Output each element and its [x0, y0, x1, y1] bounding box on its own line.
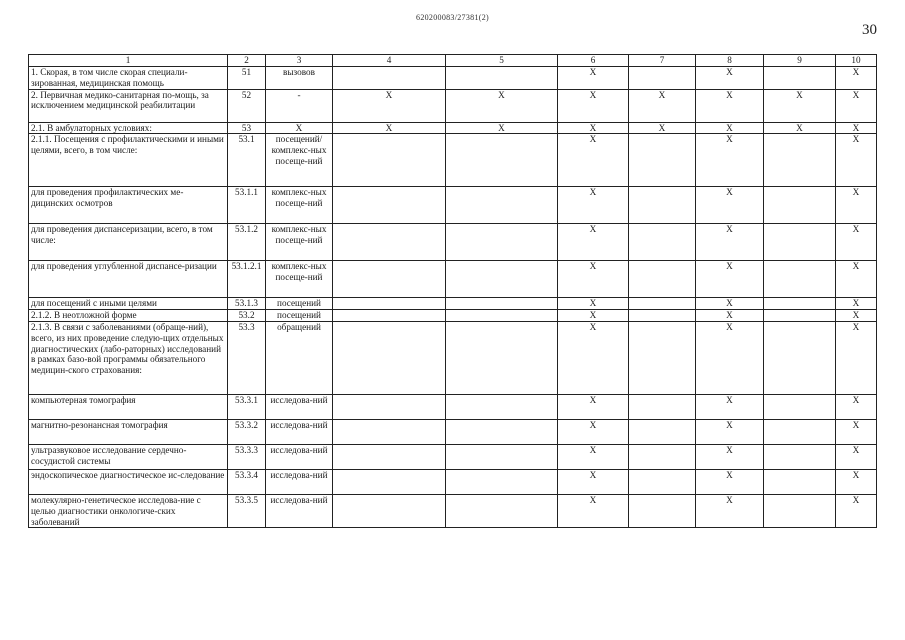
table-row [29, 89, 877, 122]
row-code: 53.3 [228, 321, 266, 394]
cell-col8: X [696, 67, 764, 90]
row-unit: исследова-ний [266, 494, 333, 527]
cell-col4 [333, 224, 446, 261]
cell-col7 [629, 469, 696, 494]
cell-col9 [764, 134, 836, 187]
cell-col8: X [696, 469, 764, 494]
table-row [29, 444, 877, 469]
cell-col5 [446, 310, 558, 322]
row-unit: посещений [266, 310, 333, 322]
cell-col7 [629, 298, 696, 310]
row-label: эндоскопическое диагностическое ис-следование [29, 469, 228, 494]
cell-col6: X [558, 261, 629, 298]
row-unit: комплекс-ных посеще-ний [266, 261, 333, 298]
column-header: 2 [228, 55, 266, 67]
cell-col6: X [558, 134, 629, 187]
table-row [29, 224, 877, 261]
cell-col10: X [836, 224, 877, 261]
row-label: 2.1.1. Посещения с профилактическими и иными целями, всего, в том числе: [29, 134, 228, 187]
column-header: 9 [764, 55, 836, 67]
row-label: для проведения диспансеризации, всего, в том числе: [29, 224, 228, 261]
cell-col10: X [836, 444, 877, 469]
cell-col6: X [558, 67, 629, 90]
cell-col7 [629, 310, 696, 322]
cell-col6: X [558, 187, 629, 224]
cell-col5 [446, 469, 558, 494]
row-code: 53.3.5 [228, 494, 266, 527]
cell-col5 [446, 224, 558, 261]
cell-col6: X [558, 298, 629, 310]
cell-col9 [764, 494, 836, 527]
cell-col7 [629, 444, 696, 469]
cell-col6: X [558, 89, 629, 122]
cell-col8: X [696, 394, 764, 419]
row-label: ультразвуковое исследование сердечно-сосудистой системы [29, 444, 228, 469]
cell-col5: X [446, 89, 558, 122]
cell-col6: X [558, 321, 629, 394]
cell-col4 [333, 444, 446, 469]
cell-col9 [764, 187, 836, 224]
cell-col10: X [836, 298, 877, 310]
cell-col5 [446, 134, 558, 187]
column-header: 4 [333, 55, 446, 67]
table-row [29, 67, 877, 90]
cell-col5 [446, 444, 558, 469]
cell-col10: X [836, 394, 877, 419]
cell-col5 [446, 494, 558, 527]
table-row [29, 298, 877, 310]
row-code: 53.2 [228, 310, 266, 322]
cell-col7 [629, 187, 696, 224]
cell-col8: X [696, 310, 764, 322]
row-unit: посещений [266, 298, 333, 310]
cell-col4 [333, 469, 446, 494]
cell-col8: X [696, 419, 764, 444]
cell-col6: X [558, 224, 629, 261]
cell-col5 [446, 321, 558, 394]
cell-col4 [333, 321, 446, 394]
cell-col10: X [836, 134, 877, 187]
row-unit: обращений [266, 321, 333, 394]
cell-col9 [764, 444, 836, 469]
table-row [29, 187, 877, 224]
row-code: 53.1.2.1 [228, 261, 266, 298]
column-header: 3 [266, 55, 333, 67]
row-label: компьютерная томография [29, 394, 228, 419]
cell-col6: X [558, 394, 629, 419]
row-label: для посещений с иными целями [29, 298, 228, 310]
row-code: 51 [228, 67, 266, 90]
row-label: 1. Скорая, в том числе скорая специали-зированная, медицинская помощь [29, 67, 228, 90]
data-table [28, 54, 877, 528]
row-unit: комплекс-ных посеще-ний [266, 224, 333, 261]
row-label: магнитно-резонансная томография [29, 419, 228, 444]
row-code: 53.3.3 [228, 444, 266, 469]
row-label: для проведения углубленной диспансе-ризации [29, 261, 228, 298]
cell-col6: X [558, 469, 629, 494]
cell-col8: X [696, 122, 764, 134]
row-unit: комплекс-ных посеще-ний [266, 187, 333, 224]
cell-col4: X [333, 89, 446, 122]
cell-col4 [333, 310, 446, 322]
cell-col8: X [696, 298, 764, 310]
cell-col6: X [558, 494, 629, 527]
table-row [29, 394, 877, 419]
column-header: 6 [558, 55, 629, 67]
cell-col7 [629, 419, 696, 444]
cell-col9 [764, 298, 836, 310]
cell-col5 [446, 298, 558, 310]
cell-col8: X [696, 444, 764, 469]
row-unit: исследова-ний [266, 394, 333, 419]
cell-col5 [446, 67, 558, 90]
table-row [29, 122, 877, 134]
cell-col4 [333, 494, 446, 527]
cell-col10: X [836, 122, 877, 134]
cell-col6: X [558, 310, 629, 322]
cell-col9 [764, 310, 836, 322]
cell-col10: X [836, 419, 877, 444]
header-row [29, 55, 877, 67]
cell-col10: X [836, 261, 877, 298]
cell-col5 [446, 419, 558, 444]
table-row [29, 134, 877, 187]
cell-col7 [629, 134, 696, 187]
column-header: 7 [629, 55, 696, 67]
row-code: 53.1.3 [228, 298, 266, 310]
row-label: 2. Первичная медико-санитарная по-мощь, за исключением медицинской реабилитации [29, 89, 228, 122]
cell-col10: X [836, 469, 877, 494]
cell-col10: X [836, 67, 877, 90]
column-header: 5 [446, 55, 558, 67]
cell-col4 [333, 298, 446, 310]
cell-col10: X [836, 321, 877, 394]
cell-col8: X [696, 134, 764, 187]
row-code: 53.3.4 [228, 469, 266, 494]
cell-col7 [629, 394, 696, 419]
cell-col10: X [836, 494, 877, 527]
cell-col5 [446, 261, 558, 298]
table-row [29, 321, 877, 394]
cell-col4 [333, 134, 446, 187]
cell-col7 [629, 67, 696, 90]
cell-col8: X [696, 494, 764, 527]
cell-col4 [333, 394, 446, 419]
row-unit: - [266, 89, 333, 122]
row-code: 53.1 [228, 134, 266, 187]
row-unit: исследова-ний [266, 444, 333, 469]
column-header: 1 [29, 55, 228, 67]
row-code: 53.1.2 [228, 224, 266, 261]
cell-col8: X [696, 187, 764, 224]
cell-col6: X [558, 122, 629, 134]
row-unit: посещений/ комплекс-ных посеще-ний [266, 134, 333, 187]
table-row [29, 419, 877, 444]
row-code: 53.3.1 [228, 394, 266, 419]
row-code: 53 [228, 122, 266, 134]
cell-col4: X [333, 122, 446, 134]
cell-col6: X [558, 419, 629, 444]
cell-col7 [629, 321, 696, 394]
cell-col9 [764, 261, 836, 298]
cell-col9 [764, 394, 836, 419]
row-label: для проведения профилактических ме-дицинских осмотров [29, 187, 228, 224]
row-code: 52 [228, 89, 266, 122]
cell-col9 [764, 321, 836, 394]
cell-col4 [333, 261, 446, 298]
cell-col8: X [696, 321, 764, 394]
cell-col9 [764, 67, 836, 90]
table-row [29, 494, 877, 527]
column-header: 8 [696, 55, 764, 67]
cell-col5 [446, 187, 558, 224]
row-label: молекулярно-генетическое исследова-ние с целью диагностики онкологиче-ских заболеваний [29, 494, 228, 527]
row-code: 53.3.2 [228, 419, 266, 444]
cell-col8: X [696, 261, 764, 298]
cell-col10: X [836, 89, 877, 122]
cell-col7 [629, 494, 696, 527]
cell-col9: X [764, 89, 836, 122]
page-number: 30 [862, 22, 877, 38]
row-label: 2.1.2. В неотложной форме [29, 310, 228, 322]
cell-col9: X [764, 122, 836, 134]
row-unit: исследова-ний [266, 469, 333, 494]
column-header: 10 [836, 55, 877, 67]
row-unit: вызовов [266, 67, 333, 90]
cell-col10: X [836, 310, 877, 322]
cell-col4 [333, 419, 446, 444]
cell-col9 [764, 224, 836, 261]
row-label: 2.1.3. В связи с заболеваниями (обраще-ний), всего, из них проведение следую-щих отдельных диагностических (лабо-раторных) исследований в рамках базо-вой программы обязательного медицин-ского страхования: [29, 321, 228, 394]
cell-col8: X [696, 89, 764, 122]
row-unit: X [266, 122, 333, 134]
table-row [29, 261, 877, 298]
document-code: 620200083/27381(2) [416, 13, 489, 22]
cell-col5: X [446, 122, 558, 134]
table-row [29, 469, 877, 494]
cell-col8: X [696, 224, 764, 261]
row-unit: исследова-ний [266, 419, 333, 444]
cell-col6: X [558, 444, 629, 469]
cell-col9 [764, 469, 836, 494]
cell-col7: X [629, 122, 696, 134]
cell-col4 [333, 187, 446, 224]
cell-col7 [629, 224, 696, 261]
cell-col7: X [629, 89, 696, 122]
cell-col5 [446, 394, 558, 419]
cell-col4 [333, 67, 446, 90]
cell-col9 [764, 419, 836, 444]
table-row [29, 310, 877, 322]
row-label: 2.1. В амбулаторных условиях: [29, 122, 228, 134]
row-code: 53.1.1 [228, 187, 266, 224]
cell-col10: X [836, 187, 877, 224]
cell-col7 [629, 261, 696, 298]
